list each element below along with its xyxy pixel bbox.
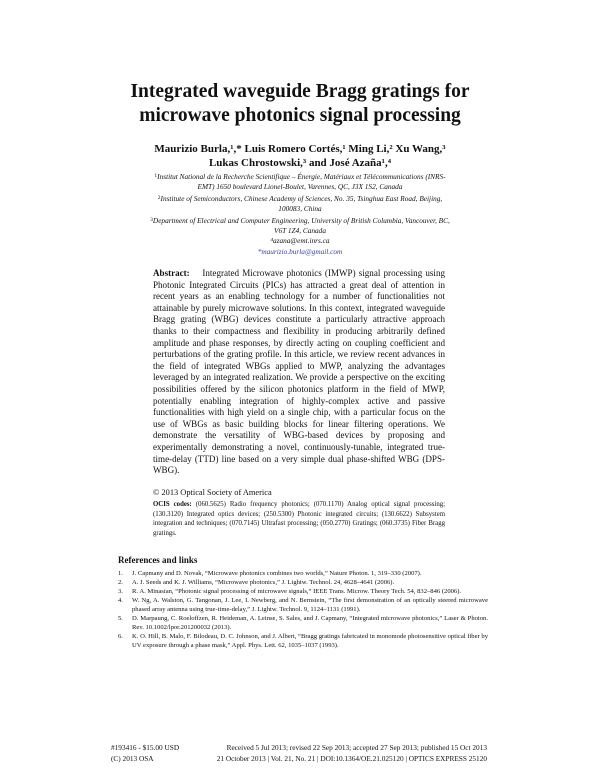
affiliation-3 — [150, 215, 450, 237]
abstract-label: Abstract: — [153, 268, 190, 278]
ocis-codes — [153, 500, 445, 538]
publication-history: Received 5 Jul 2013; revised 22 Sep 2013; accepted 27 Sep 2013; published 15 Oct 2013 — [226, 743, 487, 752]
references-heading: References and links — [118, 555, 198, 565]
abstract-text: Integrated Microwave photonics (IMWP) signal processing using Photonic Integrated Circuits (PICs) has attracted a great deal of attention in recent years as an enabling technology for a number of functionalities not attainable by purely microwave solutions. In this context, integrated waveguide Bragg grating (WBG) devices constitute a particularly attractive approach thanks to their compactness and flexibility in producing arbitrarily defined amplitude and phase responses, by directly acting on coupling coefficient and perturbations of the grating profile. In this article, we review recent advances in the field of integrated WBGs applied to MWP, analyzing the advantages leveraged by an integrated realization. We provide a perspective on the exciting possibilities offered by the silicon photonics platform in the field of MWP, potentially enabling integration of highly-complex active and passive functionalities with high yield on a single chip, with a particular focus on the use of WBGs as basic building blocks for linear filtering operations. We demonstrate the versatility of WBG-based devices by proposing and experimentally demonstrating a novel, continuously-tunable, integrated true-time-delay (TTD) line based on a very simple dual phase-shifted WBG (DPS-WBG). — [153, 268, 445, 476]
journal-citation: 21 October 2013 | Vol. 21, No. 21 | DOI:10.1364/OE.21.025120 | OPTICS EXPRESS 25120 — [216, 754, 487, 763]
affiliation-mark: 1 — [154, 173, 158, 179]
manuscript-price: #193416 - $15.00 USD — [111, 743, 180, 752]
paper-title — [100, 80, 500, 128]
title-line-2: microwave photonics signal processing — [139, 105, 461, 126]
reference-item — [118, 569, 488, 578]
reference-item — [118, 596, 488, 614]
reference-item — [118, 614, 488, 632]
abstract — [153, 268, 445, 477]
affiliation-mark: 2 — [157, 194, 161, 201]
reference-number: 6. — [118, 633, 123, 640]
reference-item — [118, 587, 488, 596]
footer-line-2 — [111, 754, 487, 764]
osa-copyright: (C) 2013 OSA — [111, 754, 154, 763]
affiliation-1 — [150, 171, 450, 193]
reference-number: 1. — [118, 570, 123, 577]
reference-item — [118, 632, 488, 650]
reference-text: W. Ng, A. Walston, G. Tangonan, J. Lee, I. Newberg, and N. Bernstein, “The first demonstration of an optically steered microwave phased array antenna using true-time-delay,” J. Lightw. Technol. 9, 1124–1131 (1991). — [132, 597, 488, 613]
email-burla[interactable]: *maurizio.burla@gmail.com — [257, 246, 343, 256]
reference-number: 3. — [118, 588, 123, 595]
reference-text: K. O. Hill, B. Malo, F. Bilodeau, D. C. Johnson, and J. Albert, “Bragg gratings fabricated in monomode photosensitive optical fiber by UV exposure through a phase mask,” Appl. Phys. Lett. 62, 1035–1037 (1993). — [132, 633, 488, 649]
affiliation-text: Institut National de la Recherche Scientifique – Énergie, Matériaux et Télécommunications (INRS-EMT) 1650 boulevard Lionel-Boulet, Varennes, QC, J3X 1S2, Canada — [157, 172, 446, 192]
footer-line-1 — [111, 743, 487, 753]
authors-line-1: Maurizio Burla,¹,* Luis Romero Cortés,¹ Ming Li,² Xu Wang,³ — [154, 143, 446, 155]
copyright-notice: © 2013 Optical Society of America — [153, 488, 272, 497]
authors-line-2: Lukas Chrostowski,³ and José Azaña¹,⁴ — [208, 157, 392, 169]
affiliation-2 — [150, 193, 450, 215]
reference-number: 5. — [118, 615, 123, 622]
author-list — [130, 142, 470, 170]
title-line-1: Integrated waveguide Bragg gratings for — [130, 81, 470, 102]
reference-number: 2. — [118, 579, 123, 586]
reference-text: R. A. Minasian, “Photonic signal processing of microwave signals,” IEEE Trans. Microw. Theory Tech. 54, 832–846 (2006). — [132, 588, 462, 595]
email-azana[interactable]: ⁴azana@emt.inrs.ca — [270, 236, 330, 246]
reference-text: J. Capmany and D. Novak, “Microwave photonics combines two worlds,” Nature Photon. 1, 319–330 (2007). — [132, 570, 422, 577]
affiliation-text: Department of Electrical and Computer Engineering, University of British Columbia, Vancouver, BC, V6T 1Z4, Canada — [152, 215, 450, 236]
reference-list — [118, 569, 488, 650]
reference-number: 4. — [118, 597, 123, 604]
ocis-label: OCIS codes: — [153, 501, 192, 508]
affiliations — [150, 171, 450, 257]
reference-text: A. J. Seeds and K. J. Williams, “Microwave photonics,” J. Lightw. Technol. 24, 4628–4641 (2006). — [132, 579, 395, 586]
reference-text: D. Marpaung, C. Roeloffzen, R. Heideman, A. Leinse, S. Sales, and J. Capmany, “Integrated microwave photonics,” Laser & Photon. Rev. 10.1002/lpor.201200032 (2013). — [132, 615, 488, 631]
affiliation-mark: 3 — [150, 216, 153, 223]
reference-item — [118, 578, 488, 587]
ocis-text: (060.5625) Radio frequency photonics; (070.1170) Analog optical signal processing; (130.3120) Integrated optics devices; (250.5300) Photonic integrated circuits; (130.6622) Subsystem integration and techniques; (070.7145) Ultrafast processing; (050.2770) Gratings; (060.3735) Fiber Bragg gratings. — [153, 501, 446, 537]
affiliation-text: Institute of Semiconductors, Chinese Academy of Sciences, No. 35, Tsinghua East Road, Beijing, 100083, China — [160, 193, 443, 214]
